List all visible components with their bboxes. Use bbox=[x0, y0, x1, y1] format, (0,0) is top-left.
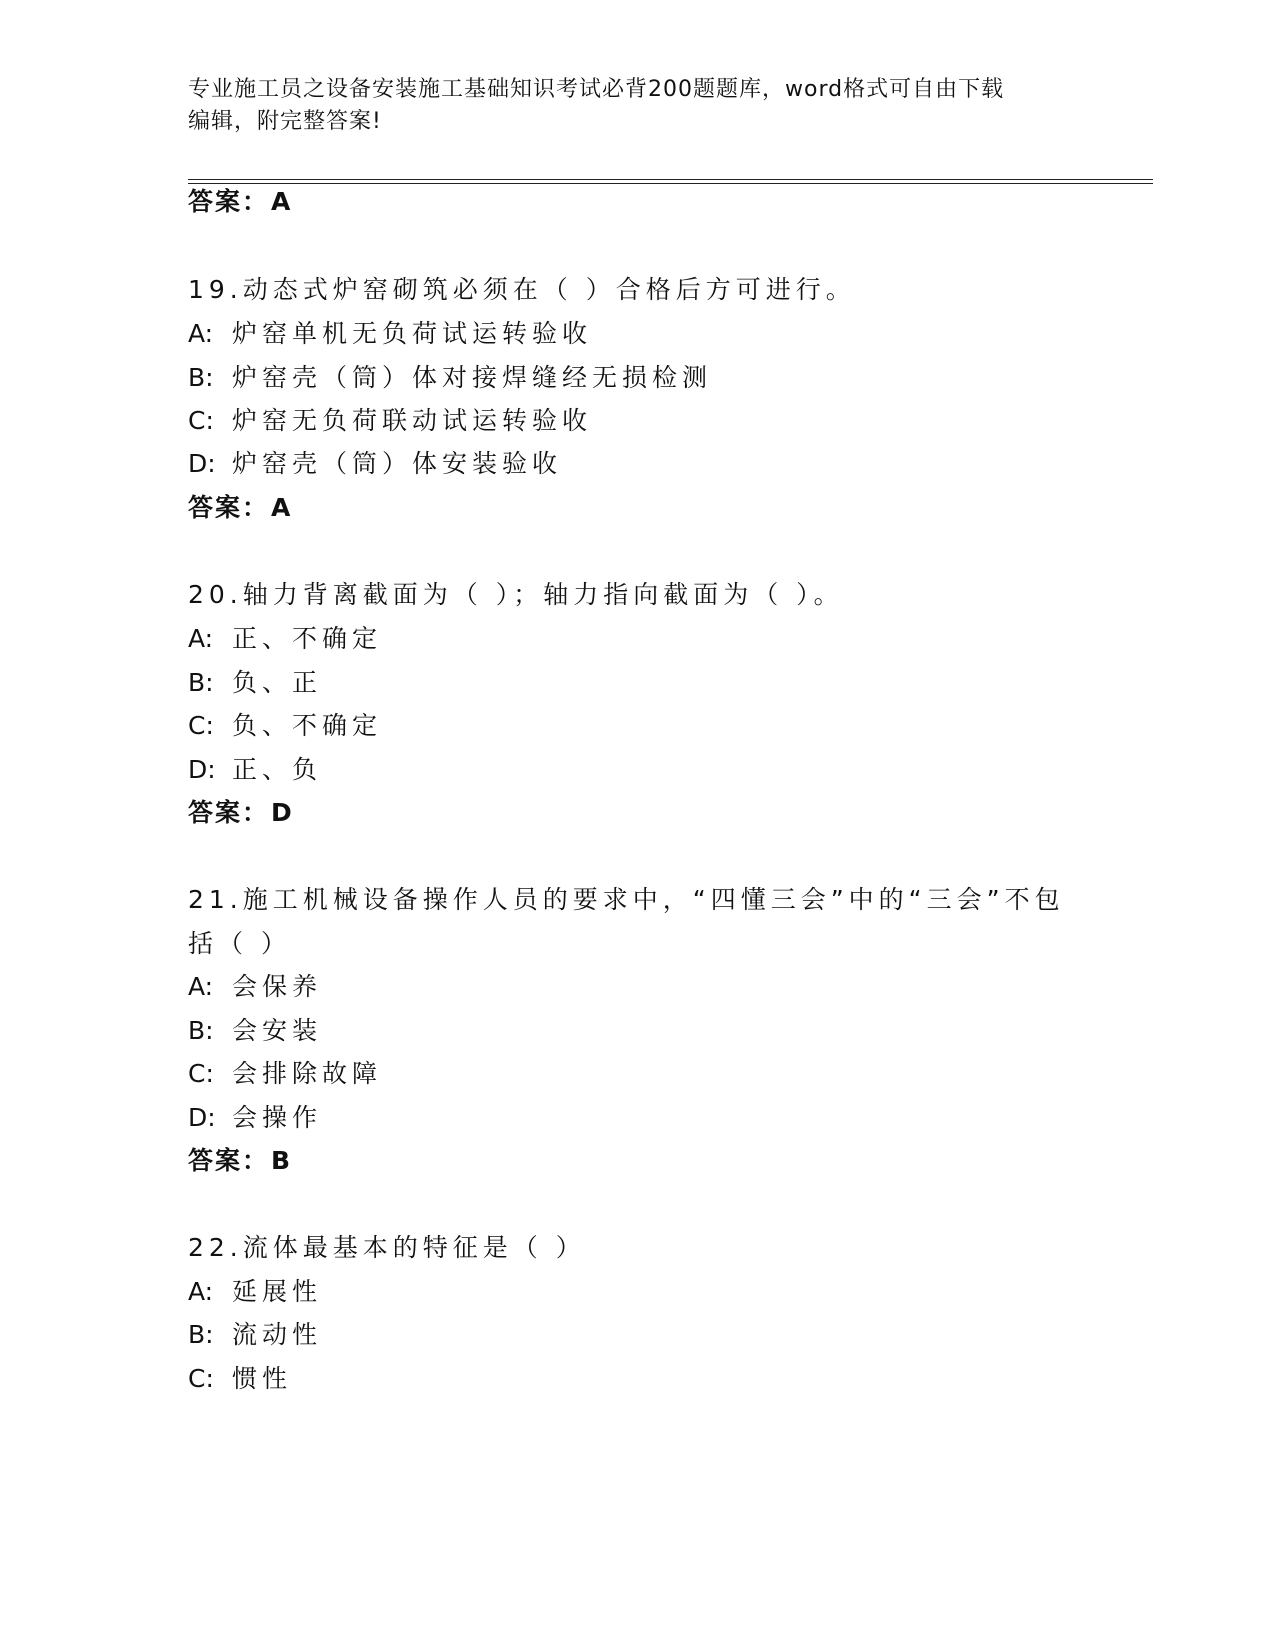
question-21-option-b bbox=[188, 1016, 322, 1046]
answer-line-prev bbox=[188, 187, 292, 217]
question-22-option-c bbox=[188, 1364, 292, 1394]
option-text: 正、负 bbox=[232, 755, 323, 784]
header-line-2: 编辑，附完整答案! bbox=[188, 109, 382, 134]
option-key: A: bbox=[188, 624, 214, 653]
header-line-1: 专业施工员之设备安装施工基础知识考试必背200题题库，word格式可自由下载 bbox=[188, 77, 1005, 102]
option-key: C: bbox=[188, 1364, 214, 1393]
question-19-option-a bbox=[188, 319, 592, 349]
option-text: 炉窑单机无负荷试运转验收 bbox=[232, 319, 593, 348]
question-20-option-b bbox=[188, 668, 322, 698]
answer-value: B bbox=[271, 1146, 293, 1175]
option-text: 流动性 bbox=[232, 1320, 323, 1349]
option-text: 惯性 bbox=[232, 1364, 293, 1393]
question-21-answer bbox=[188, 1146, 292, 1176]
option-text: 会保养 bbox=[232, 972, 323, 1001]
option-text: 炉窑无负荷联动试运转验收 bbox=[232, 406, 593, 435]
option-text: 延展性 bbox=[232, 1277, 323, 1306]
document-header bbox=[188, 74, 1088, 138]
option-text: 会操作 bbox=[232, 1103, 323, 1132]
option-key: C: bbox=[188, 1059, 214, 1088]
question-19-answer bbox=[188, 493, 292, 523]
option-text: 炉窑壳（筒）体安装验收 bbox=[232, 449, 563, 478]
header-divider-top bbox=[188, 179, 1153, 180]
question-22-option-b bbox=[188, 1320, 322, 1350]
option-key: B: bbox=[188, 1016, 214, 1045]
question-21-stem-continued: 括（ ） bbox=[188, 929, 291, 958]
question-20-option-d bbox=[188, 755, 322, 785]
question-20-option-a bbox=[188, 624, 382, 654]
option-key: D: bbox=[188, 1103, 216, 1132]
option-key: B: bbox=[188, 1320, 214, 1349]
option-key: A: bbox=[188, 1277, 214, 1306]
question-19-stem: 19.动态式炉窑砌筑必须在（ ）合格后方可进行。 bbox=[188, 275, 856, 304]
answer-label: 答案： bbox=[188, 493, 270, 522]
question-20-stem: 20.轴力背离截面为（ ）；轴力指向截面为（ ）。 bbox=[188, 580, 844, 609]
question-21-stem: 21.施工机械设备操作人员的要求中，“四懂三会”中的“三会”不包 bbox=[188, 885, 1065, 914]
question-19-option-c bbox=[188, 406, 592, 436]
option-text: 正、不确定 bbox=[232, 624, 383, 653]
question-19-option-b bbox=[188, 363, 712, 393]
answer-value: A bbox=[271, 187, 293, 216]
option-key: C: bbox=[188, 711, 214, 740]
option-text: 炉窑壳（筒）体对接焊缝经无损检测 bbox=[232, 363, 713, 392]
header-divider-bottom bbox=[188, 183, 1153, 184]
option-key: B: bbox=[188, 363, 214, 392]
answer-label: 答案： bbox=[188, 1146, 270, 1175]
answer-label: 答案： bbox=[188, 798, 270, 827]
answer-value: D bbox=[271, 798, 294, 827]
answer-value: A bbox=[271, 493, 293, 522]
option-key: B: bbox=[188, 668, 214, 697]
option-key: A: bbox=[188, 319, 214, 348]
option-text: 负、正 bbox=[232, 668, 323, 697]
question-20-option-c bbox=[188, 711, 382, 741]
question-21-option-c bbox=[188, 1059, 382, 1089]
option-text: 会安装 bbox=[232, 1016, 323, 1045]
question-21-option-a bbox=[188, 972, 322, 1002]
option-key: C: bbox=[188, 406, 214, 435]
answer-label: 答案： bbox=[188, 187, 270, 216]
option-key: A: bbox=[188, 972, 214, 1001]
option-key: D: bbox=[188, 449, 216, 478]
question-19-option-d bbox=[188, 449, 562, 479]
question-22-stem: 22.流体最基本的特征是（ ） bbox=[188, 1233, 586, 1262]
option-text: 负、不确定 bbox=[232, 711, 383, 740]
question-21-option-d bbox=[188, 1103, 322, 1133]
option-text: 会排除故障 bbox=[232, 1059, 383, 1088]
question-20-answer bbox=[188, 798, 294, 828]
question-22-option-a bbox=[188, 1277, 322, 1307]
option-key: D: bbox=[188, 755, 216, 784]
